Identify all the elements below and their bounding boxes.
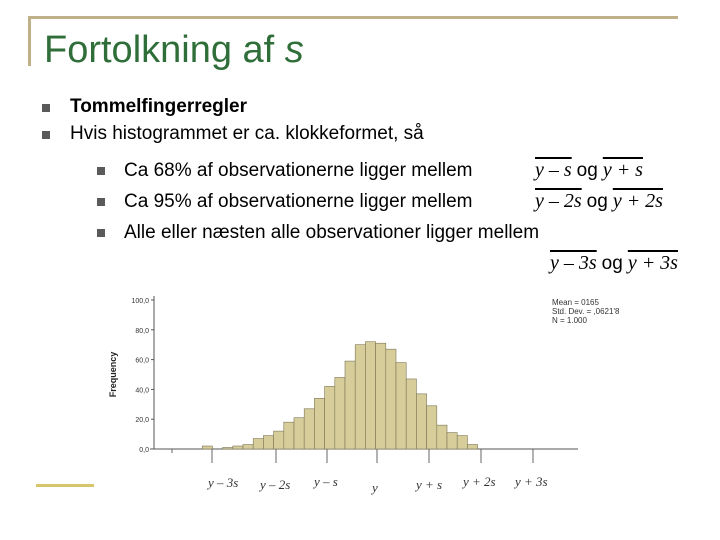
subbullet-1-math-right: y + s — [602, 159, 643, 181]
frame-left-line — [28, 16, 31, 66]
histogram-bar — [223, 448, 233, 449]
subbullet-2-text: Ca 95% af observationerne ligger mellem — [124, 191, 473, 212]
sd-position-label: y + 2s — [463, 474, 496, 489]
slide-title-main: Fortolkning af — [44, 29, 285, 71]
subbullet-3-math — [550, 252, 678, 275]
subbullet-3-text: Alle eller næsten alle observationer ligger mellem — [124, 222, 540, 243]
bullet-1-text: Tommelfingerregler — [70, 96, 248, 117]
histogram-bar — [427, 406, 437, 449]
histogram-bar — [467, 445, 477, 449]
histogram-bar — [325, 386, 335, 449]
histogram-bar — [304, 409, 314, 449]
histogram-bar — [376, 343, 386, 449]
bullet-2-text: Hvis histogrammet er ca. klokkeformet, så — [70, 123, 424, 144]
subbullet-2-math — [535, 190, 663, 213]
subbullet-2-math-right: y + 2s — [612, 190, 663, 212]
histogram-bar — [284, 422, 294, 449]
slide-title — [44, 26, 304, 74]
legend-mean: Mean = 0165 — [552, 298, 599, 307]
histogram-bar — [406, 379, 416, 449]
histogram-bar — [345, 361, 355, 449]
bullet-marker-2 — [42, 131, 50, 139]
subbullet-1-math — [535, 159, 643, 182]
histogram-bar — [355, 345, 365, 449]
sd-position-label: y + 3s — [515, 474, 548, 489]
subbullet-3-math-left: y – 3s — [550, 252, 597, 274]
legend-stddev: Std. Dev. = ,0621'8 — [552, 307, 620, 316]
y-tick-label: 100,0 — [131, 298, 149, 305]
histogram-bar — [437, 425, 447, 449]
histogram-bar — [386, 349, 396, 449]
subbullet-2-og: og — [586, 191, 608, 212]
bullet-marker-1 — [42, 104, 50, 112]
subbullet-3-og: og — [601, 253, 623, 274]
y-tick-label: 40,0 — [135, 387, 149, 395]
histogram-bar — [457, 436, 467, 449]
histogram-bar — [314, 398, 324, 449]
y-axis-label: Frequency — [108, 351, 118, 398]
sd-position-label: y + s — [416, 477, 443, 492]
sd-position-label: y – 3s — [208, 475, 239, 490]
subbullet-1-math-left: y – s — [535, 159, 572, 181]
histogram-bar — [335, 377, 345, 449]
histogram-bar — [365, 342, 375, 449]
subbullet-marker-1 — [97, 167, 105, 175]
slide-title-var: s — [284, 29, 304, 71]
y-tick-label: 60,0 — [135, 357, 149, 365]
histogram-bar — [447, 433, 457, 449]
y-tick-label: 0,0 — [139, 447, 149, 454]
histogram-bar — [416, 394, 426, 449]
legend-n: N = 1.000 — [552, 316, 587, 325]
histogram-bar — [274, 431, 284, 449]
sd-position-label: y – 2s — [260, 477, 291, 492]
histogram-bar — [253, 439, 263, 449]
sd-position-label: y — [372, 480, 378, 495]
subbullet-3-math-right: y + 3s — [627, 252, 678, 274]
histogram-chart — [100, 286, 620, 496]
frame-top-line — [28, 16, 678, 19]
subbullet-marker-3 — [97, 229, 105, 237]
histogram-bar — [243, 445, 253, 449]
histogram-bar — [294, 418, 304, 449]
histogram-bar — [263, 436, 273, 449]
histogram-bar — [233, 446, 243, 449]
histogram-svg — [100, 286, 620, 496]
subbullet-1-og: og — [576, 160, 598, 181]
histogram-bar — [396, 363, 406, 449]
histogram-bar — [202, 446, 212, 449]
subbullet-1-text: Ca 68% af observationerne ligger mellem — [124, 160, 473, 181]
y-tick-label: 80,0 — [135, 327, 149, 335]
frame-bottom-accent — [36, 484, 94, 487]
subbullet-marker-2 — [97, 198, 105, 206]
chart-legend — [552, 298, 619, 325]
subbullet-2-math-left: y – 2s — [535, 190, 582, 212]
sd-position-label: y – s — [314, 474, 338, 489]
y-tick-label: 20,0 — [135, 417, 149, 425]
